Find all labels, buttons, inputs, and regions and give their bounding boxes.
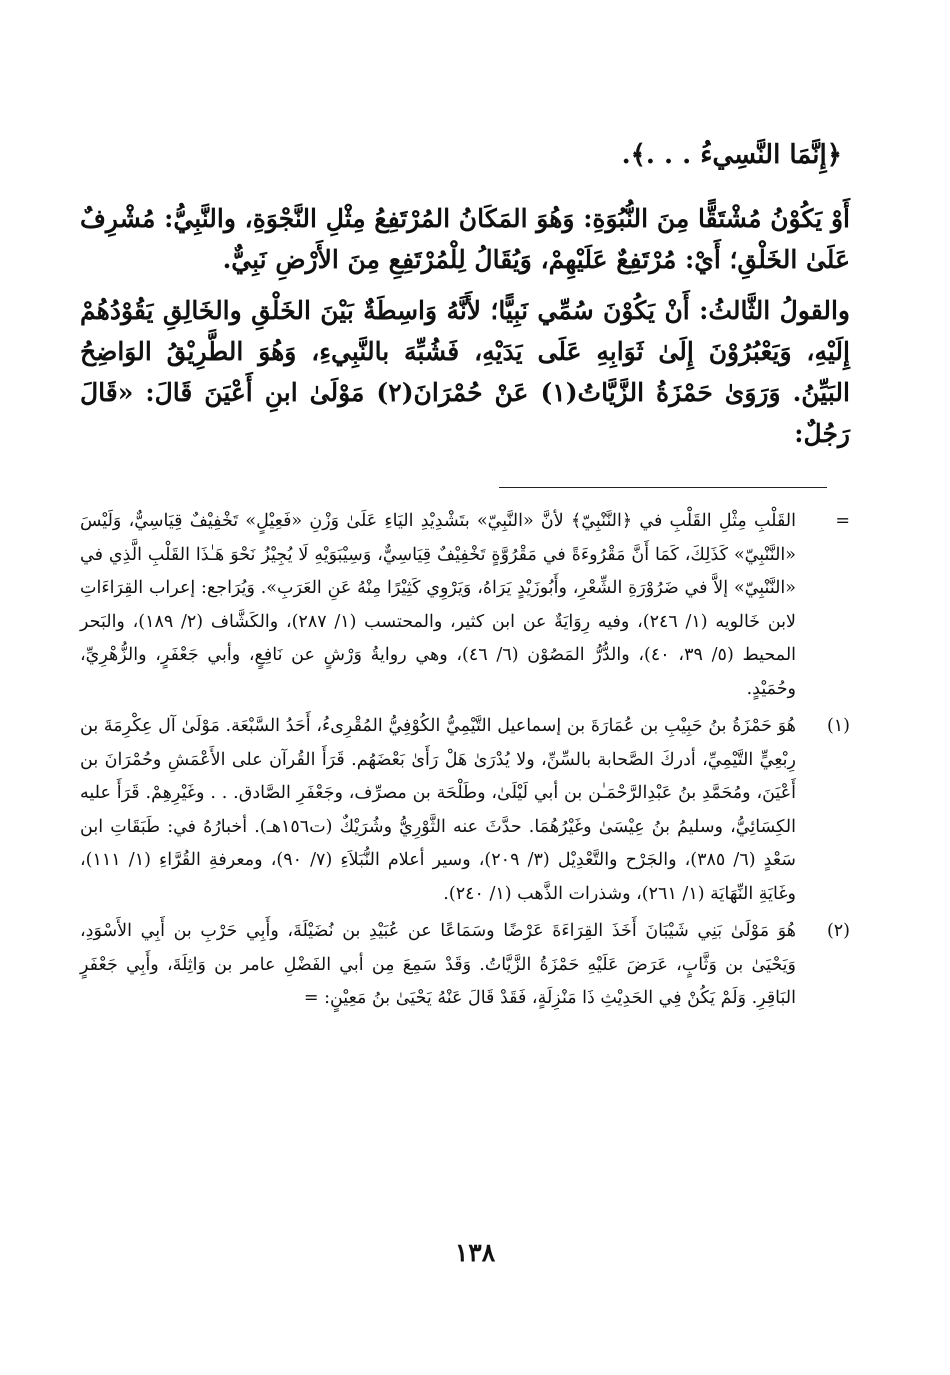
footnote-separator bbox=[499, 487, 827, 488]
footnote-continued bbox=[80, 505, 850, 706]
footnote-marker: (١) bbox=[826, 716, 850, 736]
footnote-marker: = bbox=[835, 511, 850, 531]
footnote-text: القَلْبِ مِثْلِ القَلْبِ في ﴿النَّنْبِيّ﴾ لأنَّ «النَّبِيّ» بتَشْدِيْدِ اليَاءِ عَلَىٰ وَزْنِ «فَعِيْلٍ» تَخْفِيْفٌ قِيَاسِيٌّ، وَلَيْسَ «النَّنْبِيّ» كَذَلِكَ، كَمَا أَنَّ مَقْرُوءَةً في مَقْرُوَّةٍ تَخْفِيْفٌ قِيَاسِيٌّ، وَسِيْبَوَيْهِ لَا يُجِيْزُ نَحْوَ هَـٰذَا القَلْبِ الَّذِي في «النَّنْبِيّ» إلاَّ في ضَرُوْرَةِ الشِّعْرِ، وأَبُوزَيْدٍ يَرَاهُ، وَيَرْوِي كَثِيْرًا مِنْهُ عَنِ العَرَبِ». وَيُرَاجع: إعراب القِرَاءَاتِ لابن خَالويه (١/ ٢٤٦)، وفيه رِوَايَةٌ عن ابن كثير، والمحتسب (١/ ٢٨٧)، والكَشَّاف (٢/ ١٨٩)، والبَحر المحيط (٥/ ٣٩، ٤٠)، والدُّرُّ المَصُوْن (٦/ ٤٦)، وهي روايةُ وَرْشٍ عن نَافِعٍ، وأبي جَعْفَرٍ، والزُّهْرِيِّ، وحُمَيْدٍ. bbox=[80, 511, 797, 699]
verse-heading: ﴿إِنَّمَا النَّسِيءُ . . .﴾. bbox=[621, 140, 842, 170]
page-number: ١٣٨ bbox=[454, 1238, 496, 1267]
footnotes bbox=[80, 505, 850, 1016]
footnote-1 bbox=[80, 710, 850, 911]
paragraph-2 bbox=[80, 290, 850, 454]
paragraph-2-lead: والقولُ الثَّالثُ: bbox=[699, 296, 850, 325]
paragraph-2-tail: «قَالَ رَجُلٌ: bbox=[80, 378, 850, 448]
footnote-marker: (٢) bbox=[826, 921, 850, 941]
paragraph-1: أَوْ يَكُوْنُ مُشْتَقًّا مِنَ النُّبُوَةِ: وَهُوَ المَكَانُ المُرْتَفِعُ مِثْلِ النَّجْوَةِ، والنَّبِيُّ: مُشْرِفٌ عَلَىٰ الخَلْقِ؛ أَيْ: مُرْتَفِعٌ عَلَيْهِمْ، وَيُقَالُ لِلْمُرْتَفِعِ مِنَ الأَرْضِ نَبِيٌّ. bbox=[80, 204, 850, 274]
footnote-text: هُوَ مَوْلَىٰ بَنِي شَيْبَانَ أَخَذَ القِرَاءَةَ عَرْضًا وسَمَاعًا عن عُبَيْدِ بن نُضَيْلَةَ، وأَبِي حَرْبِ بن أَبِي الأَسْوَدِ، وَيَحْيَىٰ بن وَثَّابٍ، عَرَضَ عَلَيْهِ حَمْزَةُ الزَّيَّاتُ. وَقَدْ سَمِعَ مِن أبي الفَضْلِ عامر بن وَاثِلَةَ، وأَبِي جَعْفَرٍ البَاقِرِ. وَلَمْ يَكُنْ فِي الحَدِيْثِ ذَا مَنْزِلَةٍ، فَقَدْ قَالَ عَنْهُ يَحْيَىٰ بنُ مَعِيْنٍ: = bbox=[80, 921, 796, 1008]
footnote-text: هُوَ حَمْزَةُ بنُ حَبِيْبِ بن عُمَارَةَ بن إسماعيل التَّيْمِيُّ الكُوْفِيُّ المُقْرِىءُ، أَحَدُ السَّبْعَة. مَوْلَىٰ آل عِكْرِمَةَ بن رِبْعِيٍّ التَّيْمِيِّ، أدركَ الصَّحابة بالسِّنِّ، ولا يُدْرَىٰ هَلْ رَأَىٰ بَعْضَهُم. قَرَأَ القُرآن على الأَعْمَشِ وحُمْرَانَ بن أَعْيَنَ، ومُحَمَّدِ بنُ عَبْدِالرَّحْمَـٰن بن أبي لَيْلَىٰ، وطَلْحَة بن مصرِّف، وجَعْفَرِ الصَّادق. . . وغَيْرِهِمْ. قَرَأَ عليه الكِسَائِيُّ، وسليمُ بنُ عِيْسَىٰ وغَيْرُهُمَا. حدَّثَ عنه الثَّوْرِيُّ وشُرَيْكٌ (ت١٥٦هـ). أخبارُهُ في: طَبَقَاتِ ابن سَعْدٍ (٦/ ٣٨٥)، والجَرْح والتَّعْدِيْل (٣/ ٢٠٩)، وسير أعلام النُّبَلاَءِ (٧/ ٩٠)، ومعرفةِ القُرَّاءِ (١/ ١١١)، وغَايَةِ النِّهَايَة (١/ ٢٦١)، وشذرات الذَّهب (١/ ٢٤٠). bbox=[80, 716, 796, 904]
paragraph-2-body: أَنْ يَكُوْنَ سُمِّي نَبِيًّا؛ لأَنَّهُ وَاسِطَةٌ بَيْنَ الخَلْقِ والخَالِقِ يَقُوْدُهُمْ إِلَيْهِ، وَيَعْبُرُوْنَ إِلَىٰ ثَوَابِهِ عَلَى يَدَيْهِ، فَشُبِّهَ بالنَّبِيءِ، وَهُوَ الطَّرِيْقُ الوَاضِحُ البَيِّنُ. وَرَوَىٰ حَمْزَةُ الزَّيَّاتُ(١) عَنْ حُمْرَانَ(٢) مَوْلَىٰ ابنِ أَعْيَنَ قَالَ: bbox=[80, 296, 850, 407]
main-text bbox=[80, 198, 850, 454]
footnote-2 bbox=[80, 915, 850, 1016]
